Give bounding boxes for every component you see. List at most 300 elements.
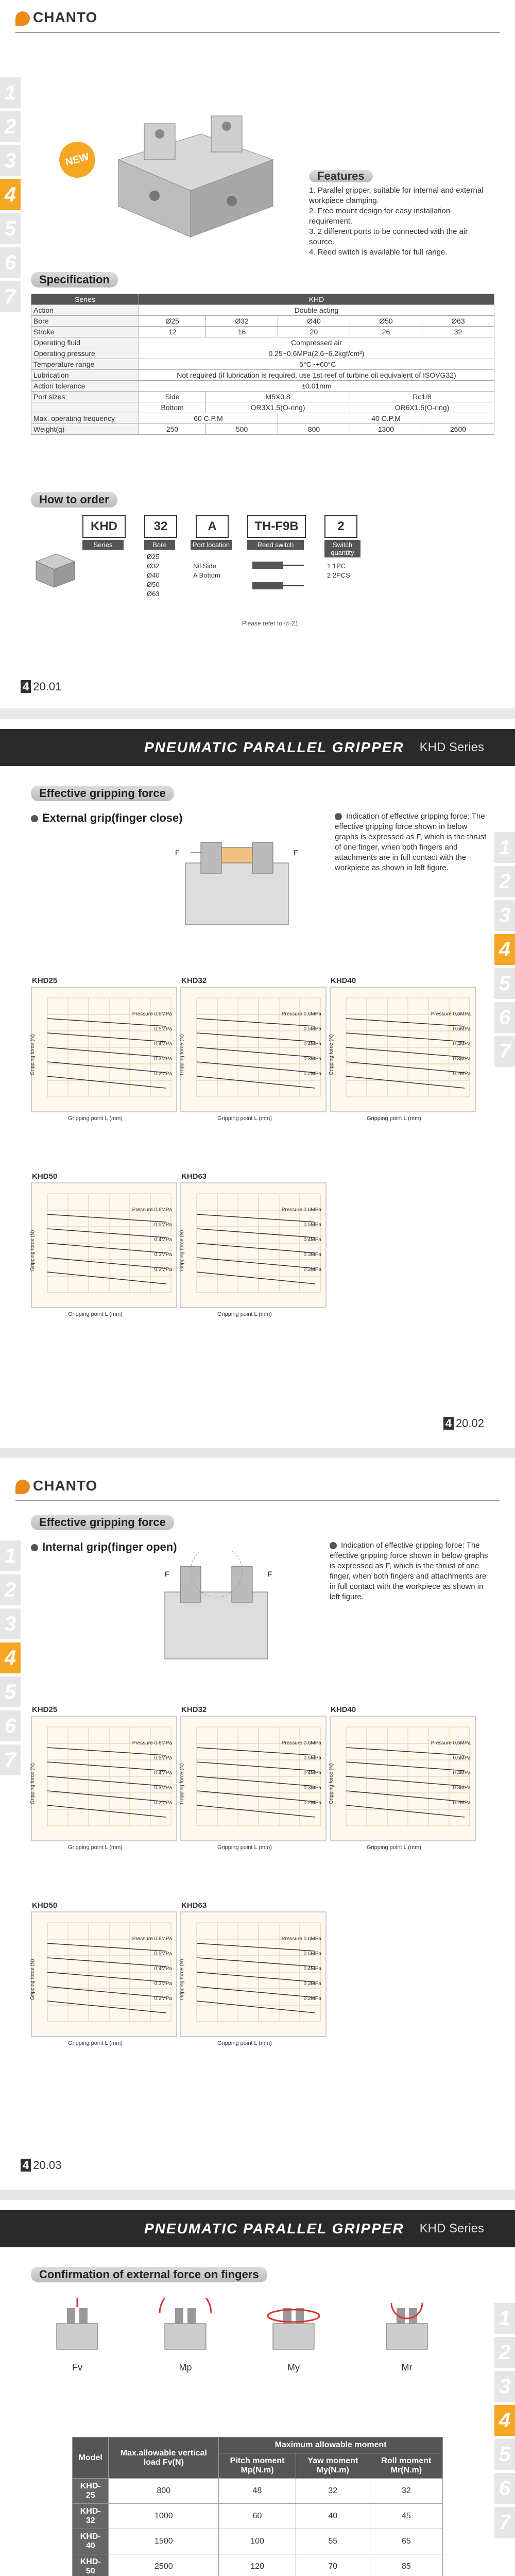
spec-value: Ø40 [278,316,350,327]
series-line [197,1748,315,1755]
col-my: Yaw moment My(N.m) [296,2453,370,2479]
series-label: 0.2MPa [154,1071,172,1077]
spec-value: 40 C.P.M [278,413,494,424]
series-label: 0.5MPa [303,1755,321,1761]
series-label: 0.3MPa [154,1056,172,1062]
series-label: 0.3MPa [303,1785,321,1791]
tab-7[interactable]: 7 [494,1036,515,1067]
tab-5[interactable]: 5 [0,1676,21,1707]
model-cell: KHD-50 [73,2554,109,2576]
value-cell: 100 [219,2529,296,2554]
chart-title: KHD40 [331,1705,356,1714]
y-axis-label: Gripping force (N) [30,1034,36,1075]
spec-table [31,294,494,435]
series-line [197,1047,315,1057]
spec-value: Ø63 [422,316,494,327]
spec-value: Rc1/8 [350,392,494,402]
chart-title: KHD50 [32,1901,58,1910]
series-line [346,1047,465,1057]
page-2 [0,729,515,1445]
tab-2[interactable]: 2 [494,866,515,897]
page-separator [0,1448,515,1458]
order-qty-code: 2 [327,571,331,579]
series-label: 0.3MPa [453,1785,471,1791]
gripping-force-subtitle [31,811,183,825]
value-cell: 32 [370,2479,442,2504]
series-line [197,1258,315,1268]
tab-4[interactable]: 4 [494,934,515,965]
y-axis-label: Gripping force (N) [30,1763,36,1804]
gripping-force-chart [179,1901,327,2046]
spec-label: Bottom [139,402,205,413]
series-line [197,1214,315,1222]
tab-3[interactable]: 3 [494,900,515,931]
spec-value: 1300 [350,424,422,435]
series-line [47,1748,166,1755]
side-tabs [0,77,21,315]
tab-3[interactable]: 3 [0,1608,21,1639]
my-label: My [287,2362,300,2372]
tab-2[interactable]: 2 [0,111,21,142]
external-grip-diagram [154,832,319,935]
series-banner [0,2210,515,2247]
series-label: 0.4MPa [154,1966,172,1972]
spec-value: Ø32 [206,316,278,327]
order-bore-item: Ø63 [147,590,160,598]
value-cell: 55 [296,2529,370,2554]
value-cell: 60 [219,2504,296,2529]
series-label: 0.5MPa [303,1222,321,1228]
order-label-reed: Reed switch [247,540,304,550]
tab-6[interactable]: 6 [0,1710,21,1741]
series-line [197,1943,315,1951]
tab-6[interactable]: 6 [494,2473,515,2504]
product-image [98,103,288,252]
spec-label: Side [139,392,205,402]
gripping-force-chart [30,1705,177,1851]
series-line [346,1748,465,1755]
chart-plot [32,988,176,1111]
tab-6[interactable]: 6 [0,247,21,278]
spec-value: 32 [422,327,494,337]
series-line [47,1047,166,1057]
series-label: 0.5MPa [154,1026,172,1032]
series-label: 0.2MPa [303,1800,321,1806]
spec-value: 2600 [422,424,494,435]
series-label: 0.2MPa [303,1996,321,2002]
new-badge [55,138,99,182]
spec-label: Temperature range [31,359,139,370]
series-line [47,2001,166,2013]
table-row [73,2479,443,2504]
spec-value: ±0.01mm [139,381,494,392]
gripping-force-chart [30,976,177,1122]
series-label: Pressure 0.6MPa [281,1011,321,1017]
order-bore-item: Ø32 [147,562,160,570]
series-line [197,1762,315,1771]
order-title: How to order [31,492,117,507]
chart-title: KHD25 [32,976,58,985]
value-cell: 800 [109,2479,219,2504]
chart-title: KHD50 [32,1172,58,1181]
series-line [197,1987,315,1997]
force-icon-fv [31,2298,124,2373]
gripping-force-note [330,1540,489,1602]
value-cell: 70 [296,2554,370,2576]
chart-title: KHD32 [181,976,207,985]
tab-1[interactable]: 1 [0,77,21,108]
note-text: Indication of effective gripping force: The effective gripping force shown in below graphs is expressed as F, which is the thrust of one finger, when both fingers and attachments are in full contact with the workpiece as shown in left figure. [335,812,487,872]
spec-value: -5°C~+60°C [139,359,494,370]
series-label: 0.2MPa [453,1071,471,1077]
svg-text:F: F [165,1570,169,1578]
banner-series: KHD Series [419,2222,484,2235]
page-number-text: 20.03 [33,2159,62,2172]
spec-label: Lubrication [31,370,139,381]
order-note: Please refer to ⑦-21 [242,620,299,627]
page-number-text: 20.01 [33,680,62,693]
series-label: 0.5MPa [453,1026,471,1032]
fv-icon [46,2298,108,2360]
series-label: 0.2MPa [154,1996,172,2002]
series-label: Pressure 0.6MPa [132,1011,172,1017]
tab-5[interactable]: 5 [0,213,21,244]
chart-title: KHD63 [181,1901,207,1910]
spec-label: Action [31,305,139,316]
series-line [197,1229,315,1238]
chart-plot [32,1183,176,1307]
spec-value: OR6X1.5(O-ring) [350,402,494,413]
order-bore-item: Ø40 [147,571,160,579]
spec-label: Series [31,294,139,305]
series-line [47,1791,166,1802]
feature-item: 3. 2 different ports to be connected with the air source. [309,227,468,246]
series-line [47,1972,166,1982]
divider [15,1500,500,1501]
chart-title: KHD32 [181,1705,207,1714]
spec-value: 0.25~0.6MPa(2.6~6.2kgf/cm²) [139,348,494,359]
spec-label: Max. operating frequency [31,413,139,424]
spec-value: Double acting [139,305,494,316]
spec-label: Bore [31,316,139,327]
svg-text:F: F [268,1570,272,1578]
series-label: 0.2MPa [303,1267,321,1273]
spec-value: Not required (if lubrication is required, use 1st reef of turbine oil equivalent of ISOVG32) [139,370,494,381]
spec-value: OR3X1.5(O-ring) [206,402,350,413]
x-axis-label: Gripping point L (mm) [217,2040,272,2046]
series-line [47,1243,166,1253]
series-label: Pressure 0.6MPa [281,1207,321,1213]
series-label: 0.5MPa [154,1755,172,1761]
mp-icon [149,2298,221,2360]
chart-plot [181,1183,325,1307]
spec-label: Stroke [31,327,139,337]
series-label: 0.5MPa [154,1951,172,1957]
tab-5[interactable]: 5 [494,968,515,999]
y-axis-label: Gripping force (N) [179,1763,185,1804]
tab-7[interactable]: 7 [0,281,21,312]
gripping-force-title: Effective gripping force [31,1515,174,1530]
series-label: Pressure 0.6MPa [132,1740,172,1746]
series-line [197,1958,315,1967]
order-port-list [193,562,220,580]
value-cell: 1500 [109,2529,219,2554]
tab-3[interactable]: 3 [0,145,21,176]
my-icon [258,2298,330,2360]
series-label: Pressure 0.6MPa [431,1011,471,1017]
feature-item: 2. Free mount design for easy installation requirement. [309,207,451,226]
tab-3[interactable]: 3 [494,2371,515,2402]
force-icon-mr [360,2298,453,2373]
tab-1[interactable]: 1 [494,2303,515,2334]
banner-series: KHD Series [419,740,484,754]
subtitle-text: Internal grip(finger open) [42,1540,177,1553]
table-row [73,2554,443,2576]
series-label: 0.2MPa [154,1800,172,1806]
subtitle-text: External grip(finger close) [42,811,183,824]
spec-value: 800 [278,424,350,435]
x-axis-label: Gripping point L (mm) [217,1844,272,1851]
page-number-text: 20.02 [455,1417,484,1430]
order-bore-item: Ø50 [147,581,160,588]
series-line [346,1062,465,1073]
mp-label: Mp [179,2362,192,2372]
order-product-image [31,546,77,592]
order-code-port: A [196,515,229,538]
y-axis-label: Gripping force (N) [179,1959,185,2000]
series-label: 0.4MPa [453,1041,471,1047]
series-line [47,1033,166,1042]
chart-plot [331,988,475,1111]
col-mr: Roll moment Mr(N.m) [370,2453,442,2479]
series-line [197,1805,315,1817]
x-axis-label: Gripping point L (mm) [217,1311,272,1317]
spec-value: 250 [139,424,205,435]
series-line [346,1805,465,1817]
order-qty-list [327,562,350,580]
series-label: 0.2MPa [303,1071,321,1077]
series-label: 0.3MPa [154,1785,172,1791]
page-3 [0,1468,515,2187]
series-line [197,1076,315,1088]
tab-2[interactable]: 2 [494,2337,515,2368]
x-axis-label: Gripping point L (mm) [68,1115,123,1122]
bullet-icon [330,1542,337,1549]
tab-2[interactable]: 2 [0,1574,21,1605]
divider [15,32,500,33]
features [309,170,494,258]
value-cell: 65 [370,2529,442,2554]
order-code-qty: 2 [324,515,357,538]
page-1 [0,0,515,706]
spec-value: 60 C.P.M [139,413,278,424]
series-label: 0.4MPa [154,1770,172,1776]
table-row [73,2504,443,2529]
gripping-force-note [335,811,489,873]
gripping-force-chart [179,976,327,1122]
series-line [197,1776,315,1786]
tab-7[interactable]: 7 [494,2507,515,2538]
chart-plot [181,988,325,1111]
model-cell: KHD-25 [73,2479,109,2504]
series-label: 0.2MPa [154,1267,172,1273]
brand-mark-icon [15,11,30,26]
chart-plot [32,1717,176,1840]
gripping-force-title: Effective gripping force [31,786,174,801]
value-cell: 40 [296,2504,370,2529]
order-port-code: Nil [193,562,201,570]
page-number: 4 20.01 [21,680,61,693]
series-label: 0.4MPa [303,1237,321,1243]
series-line [197,1791,315,1802]
model-cell: KHD-32 [73,2504,109,2529]
series-line [47,1776,166,1786]
order-label-port: Port location [191,540,232,550]
gripping-force-chart [179,1172,327,1317]
order-label-bore: Bore [144,540,175,550]
spec-label: Weight(g) [31,424,139,435]
svg-text:F: F [294,849,298,857]
tab-1[interactable]: 1 [494,832,515,863]
tab-4[interactable]: 4 [494,2405,515,2436]
spec-title: Specification [31,272,118,287]
series-line [197,1033,315,1042]
order-qty-desc: 1PC [332,562,346,570]
spec-value: M5X0.8 [206,392,350,402]
chart-title: KHD63 [181,1172,207,1181]
series-line [346,1019,465,1026]
series-line [346,1076,465,1088]
series-label: 0.5MPa [154,1222,172,1228]
order-qty-code: 1 [327,562,331,570]
brand-mark-icon [15,1480,30,1494]
svg-text:F: F [175,849,180,857]
tab-4[interactable]: 4 [0,1642,21,1673]
series-label: 0.3MPa [154,1981,172,1987]
tab-6[interactable]: 6 [494,1002,515,1033]
chart-title: KHD25 [32,1705,58,1714]
side-tabs [0,1540,21,1778]
chart-title: KHD40 [331,976,356,985]
external-force-table [72,2437,443,2576]
force-icon-mp [139,2298,232,2373]
order-code-reed: TH-F9B [247,515,306,538]
spec-value: KHD [139,294,494,305]
y-axis-label: Gripping force (N) [179,1034,185,1075]
series-label: Pressure 0.6MPa [281,1936,321,1942]
order-code-series: KHD [82,515,126,538]
value-cell: 1000 [109,2504,219,2529]
banner-title: PNEUMATIC PARALLEL GRIPPER [144,2221,404,2236]
new-badge-label: NEW [64,151,91,168]
series-line [47,1062,166,1073]
tab-1[interactable]: 1 [0,1540,21,1571]
series-line [47,1958,166,1967]
col-mp: Pitch moment Mp(N.m) [219,2453,296,2479]
page-4 [0,2210,515,2576]
page-number: 4 20.02 [443,1417,484,1430]
x-axis-label: Gripping point L (mm) [367,1115,421,1122]
series-line [197,1972,315,1982]
spec-value: 500 [206,424,278,435]
series-line [197,1019,315,1026]
fv-label: Fv [72,2362,82,2372]
series-label: 0.3MPa [303,1252,321,1258]
force-icon-my [247,2298,340,2373]
series-label: 0.3MPa [303,1056,321,1062]
series-line [47,1258,166,1268]
y-axis-label: Gripping force (N) [30,1230,36,1271]
chart-plot [32,1912,176,2036]
chart-plot [331,1717,475,1840]
gripping-force-chart [30,1901,177,2046]
x-axis-label: Gripping point L (mm) [68,2040,123,2046]
features-title: Features [309,170,373,182]
series-label: 0.4MPa [303,1770,321,1776]
series-line [47,1019,166,1026]
series-line [47,1805,166,1817]
spec-value: 16 [206,327,278,337]
series-label: 0.2MPa [453,1800,471,1806]
y-axis-label: Gripping force (N) [329,1763,334,1804]
value-cell: 45 [370,2504,442,2529]
series-label: Pressure 0.6MPa [431,1740,471,1746]
gripping-force-chart [329,976,476,1122]
tab-4[interactable]: 4 [0,179,21,210]
series-label: 0.4MPa [154,1237,172,1243]
series-line [197,1272,315,1284]
table-row [73,2529,443,2554]
spec-value: Ø50 [350,316,422,327]
series-banner [0,729,515,766]
mr-icon [371,2298,443,2360]
order-label-series: Series [82,540,124,550]
series-line [346,1776,465,1786]
internal-grip-diagram [124,1551,319,1674]
series-label: 0.3MPa [303,1981,321,1987]
series-line [47,1214,166,1222]
series-label: Pressure 0.6MPa [132,1936,172,1942]
series-line [47,1987,166,1997]
chart-plot [181,1912,325,2036]
series-line [346,1791,465,1802]
y-axis-label: Gripping force (N) [30,1959,36,2000]
page-separator [0,2190,515,2200]
tab-7[interactable]: 7 [0,1744,21,1775]
value-cell: 120 [219,2554,296,2576]
series-line [47,1272,166,1284]
series-label: 0.4MPa [453,1770,471,1776]
reed-switch-image [247,556,309,613]
spec-value: 20 [278,327,350,337]
tab-5[interactable]: 5 [494,2439,515,2470]
series-label: Pressure 0.6MPa [281,1740,321,1746]
series-line [197,1062,315,1073]
x-axis-label: Gripping point L (mm) [217,1115,272,1122]
series-line [47,1076,166,1088]
brand-name: CHANTO [33,9,98,25]
order-label-qty: Switch quantity [324,540,360,557]
brand-logo [15,1478,97,1494]
banner-title: PNEUMATIC PARALLEL GRIPPER [144,739,404,755]
gripping-force-chart [30,1172,177,1317]
brand-logo [15,9,97,26]
gripping-force-chart [329,1705,476,1851]
y-axis-label: Gripping force (N) [179,1230,185,1271]
order-port-desc: Side [202,562,216,570]
value-cell: 32 [296,2479,370,2504]
series-line [47,1229,166,1238]
